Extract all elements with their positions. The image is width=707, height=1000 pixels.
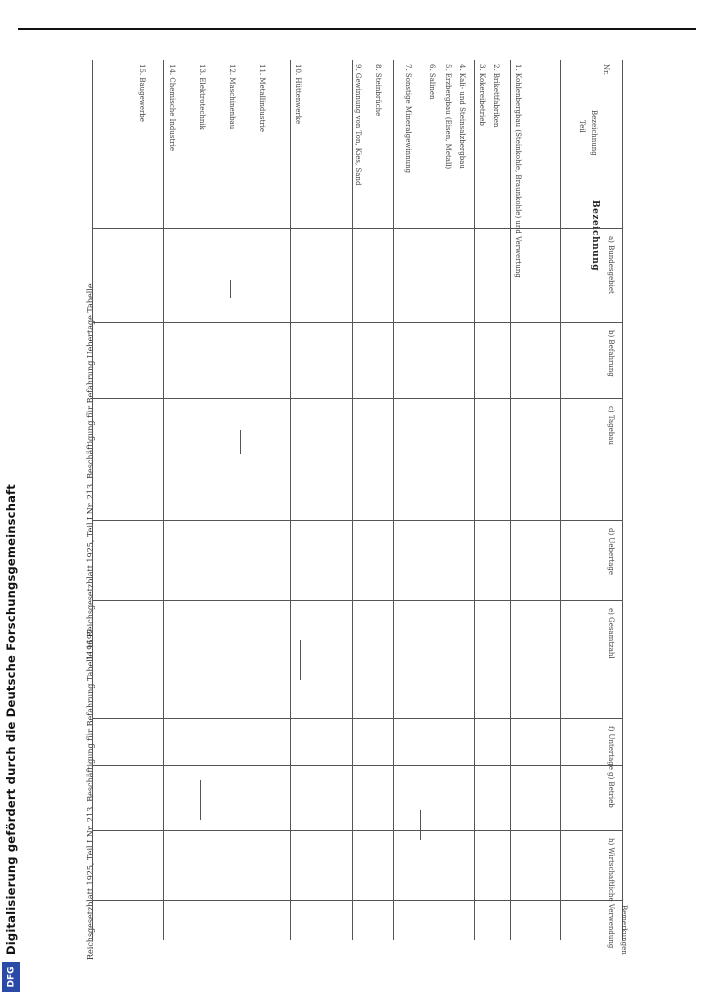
table-heading: Bezeichnung — [590, 200, 600, 272]
column-heading: b) Befahrung — [607, 330, 615, 377]
row-label: 11. Metallindustrie — [258, 64, 266, 133]
header-right-text: Reichsgesetzblatt 1925, Teil I Nr. 213. Beschäftigung für Befahrung Tabelle 1197 — [86, 628, 95, 960]
row-label: 3. Kokereibetrieb — [478, 64, 486, 126]
row-label: 1. Kohlenbergbau (Steinkohle, Braunkohle) und Verwertung — [514, 64, 522, 278]
grid-line — [352, 60, 353, 940]
grid-line — [92, 520, 622, 521]
column-heading: a) Bundesgebiet — [607, 236, 615, 294]
dot-leader — [230, 280, 231, 298]
dfg-watermark: Digitalisierung gefördert durch die Deutsche Forschungsgemeinschaft — [4, 484, 18, 955]
grid-line — [92, 765, 622, 766]
row-label: 4. Kali- und Steinsalzbergbau — [458, 64, 466, 169]
row-label: 14. Chemische Industrie — [168, 64, 176, 152]
grid-line — [92, 228, 622, 229]
row-label: 7. Sonstige Mineralgewinnung — [404, 64, 412, 174]
dfg-logo: DFG — [2, 962, 20, 992]
grid-line — [560, 60, 561, 940]
row-label: 13. Elektrotechnik — [198, 64, 206, 130]
row-label: 12. Maschinenbau — [228, 64, 236, 130]
column-heading: Nr. — [602, 64, 610, 75]
dot-leader — [240, 430, 241, 454]
row-label: 8. Steinbrüche — [374, 64, 382, 117]
grid-line — [393, 60, 394, 940]
column-heading: e) Gesamtzahl — [607, 608, 615, 659]
row-label: 2. Brikettfabriken — [492, 64, 500, 128]
column-heading: Bemerkungen — [620, 905, 628, 955]
dot-leader — [200, 780, 201, 820]
grid-line — [510, 60, 511, 940]
grid-line — [92, 322, 622, 323]
column-heading: Bezeichnung — [590, 110, 598, 156]
column-heading: d) Uebertage — [607, 528, 615, 576]
column-heading: Teil — [578, 120, 586, 133]
grid-line — [92, 60, 93, 940]
column-heading: f) Untertage — [607, 726, 615, 770]
grid-line — [92, 600, 622, 601]
column-heading: c) Tagebau — [607, 406, 615, 445]
row-label: 9. Gewinnung von Ton, Kies, Sand — [354, 64, 362, 186]
row-label: 15. Baugewerbe — [138, 64, 146, 122]
grid-line — [622, 60, 623, 940]
grid-line — [92, 718, 622, 719]
grid-line — [92, 398, 622, 399]
row-label: 10. Hüttenwerke — [294, 64, 302, 125]
page-top-rule — [18, 28, 696, 30]
column-heading: g) Betrieb — [607, 772, 615, 808]
row-label: 6. Salinen — [428, 64, 436, 100]
row-label: 5. Erzbergbau (Eisen, Metall) — [444, 64, 452, 170]
dot-leader — [420, 810, 421, 840]
grid-line — [92, 900, 622, 901]
grid-line — [474, 60, 475, 940]
dot-leader — [300, 640, 301, 680]
header-left-text: 1196 Reichsgesetzblatt 1925, Teil I Nr. 213. Beschäftigung für Befahrung Uebertage Tabelle — [86, 283, 95, 660]
column-heading: h) Wirtschaftliche Verwendung — [607, 838, 615, 949]
grid-line — [92, 830, 622, 831]
grid-line — [163, 60, 164, 940]
grid-line — [290, 60, 291, 940]
